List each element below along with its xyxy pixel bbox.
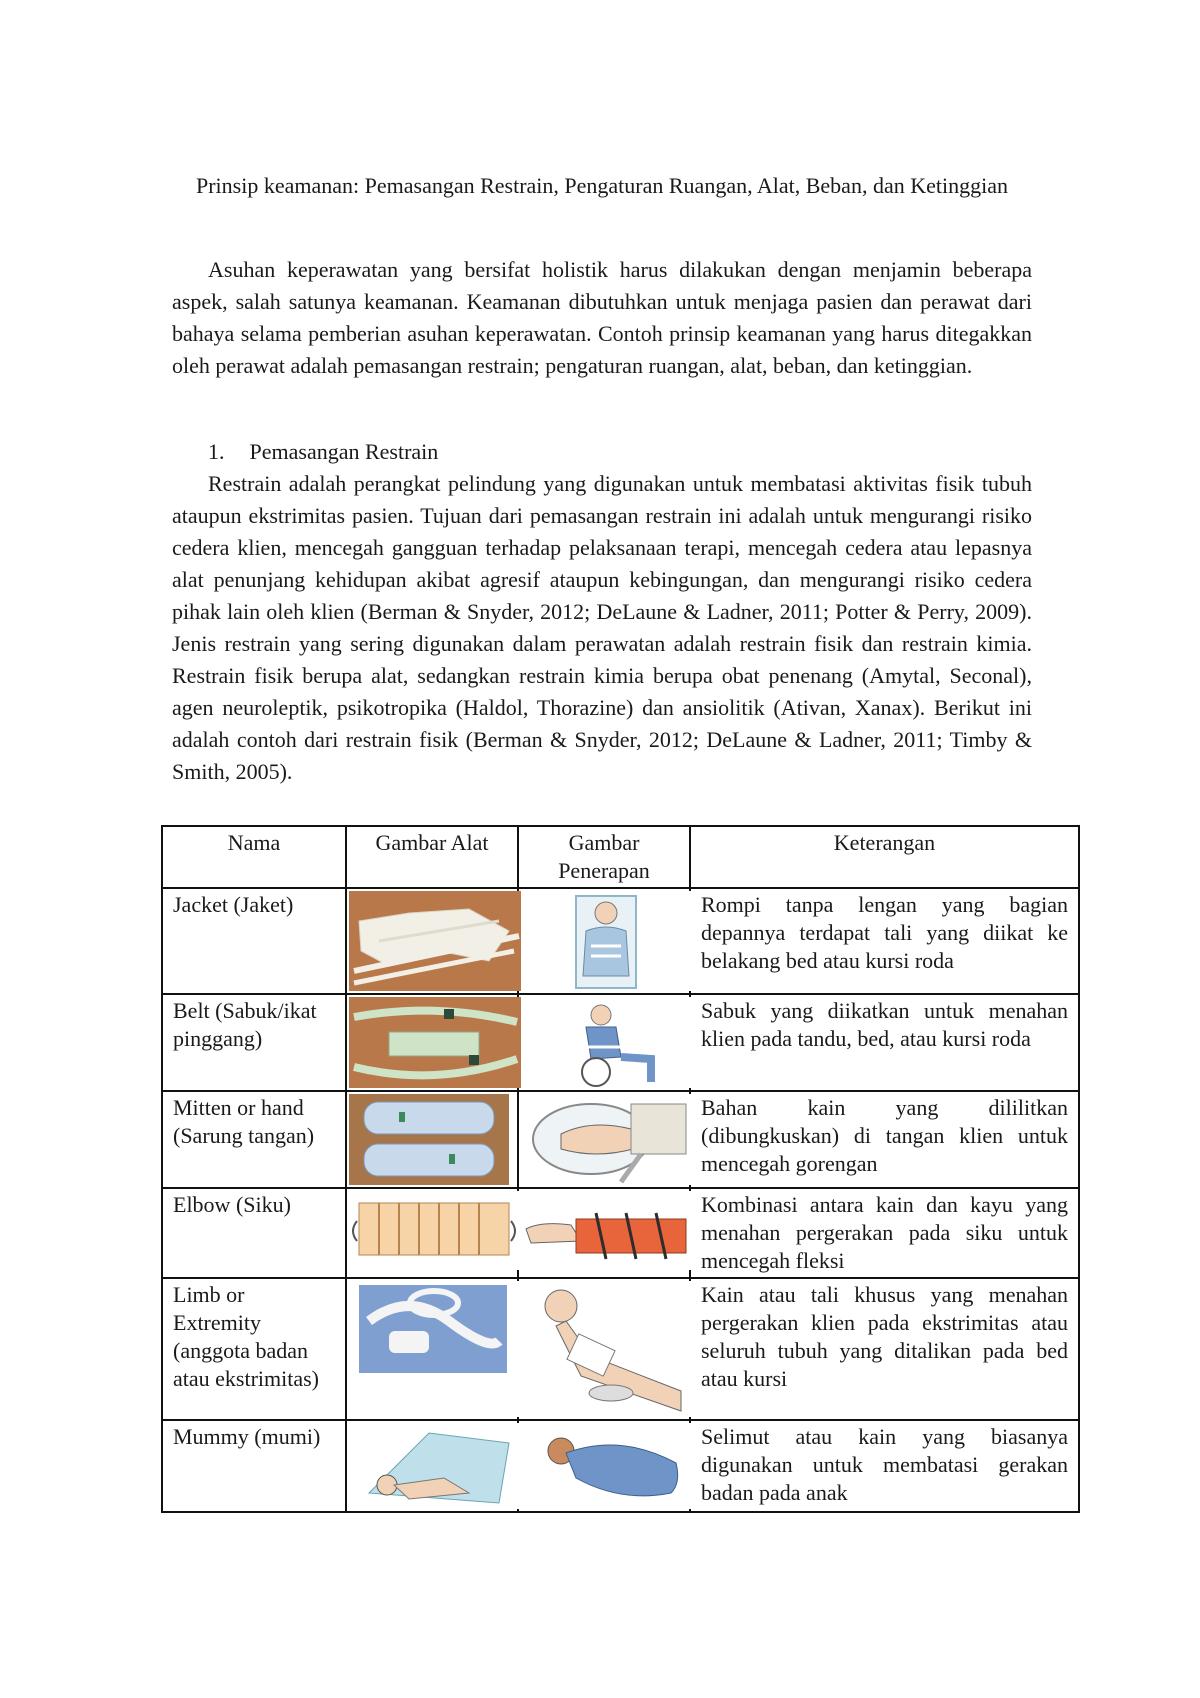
table-row [162,1188,1079,1278]
mummy-tool-image [346,1420,518,1512]
row-name: Jacket (Jaket) [162,888,346,994]
table-row [162,994,1079,1091]
limb-application-image [518,1278,690,1420]
row-name: Mitten or hand (Sarung tangan) [162,1091,346,1188]
header-tool-image: Gambar Alat [346,826,518,888]
mitten-tool-image [346,1091,518,1188]
limb-tool-image [346,1278,518,1420]
table-row [162,1420,1079,1512]
row-name: Belt (Sabuk/ikat pinggang) [162,994,346,1091]
row-name: Elbow (Siku) [162,1188,346,1278]
jacket-tool-image [346,888,518,994]
table-row [162,1278,1079,1420]
restraint-table [161,825,1080,1513]
row-description: Selimut atau kain yang biasanya digunakan untuk membatasi gerakan badan pada anak [690,1420,1079,1512]
belt-application-image [518,994,690,1091]
elbow-application-image [518,1188,690,1278]
row-description: Sabuk yang diikatkan untuk menahan klien pada tandu, bed, atau kursi roda [690,994,1079,1091]
row-description: Bahan kain yang dililitkan (dibungkuskan) di tangan klien untuk mencegah gorengan [690,1091,1079,1188]
header-name: Nama [162,826,346,888]
row-description: Kombinasi antara kain dan kayu yang menahan pergerakan pada siku untuk mencegah fleksi [690,1188,1079,1278]
intro-paragraph: Asuhan keperawatan yang bersifat holistik harus dilakukan dengan menjamin beberapa aspek, salah satunya keamanan. Keamanan dibutuhkan untuk menjaga pasien dan perawat dari bahaya selama pemberian asuhan keperawatan. Contoh prinsip keamanan yang harus ditegakkan oleh perawat adalah pemasangan restrain; pengaturan ruangan, alat, beban, dan ketinggian. [172,257,1032,378]
row-name: Mummy (mumi) [162,1420,346,1512]
document-title: Prinsip keamanan: Pemasangan Restrain, Pengaturan Ruangan, Alat, Beban, dan Ketinggian [196,173,1008,198]
row-description: Kain atau tali khusus yang menahan pergerakan klien pada ekstrimitas atau seluruh tubuh yang ditalikan pada bed atau kursi [690,1278,1079,1420]
row-name: Limb or Extremity (anggota badan atau ekstrimitas) [162,1278,346,1420]
mitten-application-image [518,1091,690,1188]
section-number: 1. [208,439,225,464]
table-header-row [162,826,1079,888]
belt-tool-image [346,994,518,1091]
section-heading [172,436,438,468]
elbow-tool-image [346,1188,518,1278]
header-application-image: Gambar Penerapan [518,826,690,888]
section-body: Restrain adalah perangkat pelindung yang digunakan untuk membatasi aktivitas fisik tubuh ataupun ekstrimitas pasien. Tujuan dari pemasangan restrain ini adalah untuk mengurangi risiko cedera klien, mencegah gangguan terhadap pelaksanaan terapi, mencegah cedera atau lepasnya alat penunjang kehidupan akibat agresif ataupun kebingungan, dan mengurangi risiko cedera pihak lain oleh klien (Berman & Snyder, 2012; DeLaune & Ladner, 2011; Potter & Perry, 2009). Jenis restrain yang sering digunakan dalam perawatan adalah restrain fisik dan restrain kimia. Restrain fisik berupa alat, sedangkan restrain kimia berupa obat penenang (Amytal, Seconal), agen neuroleptik, psikotropika (Haldol, Thorazine) dan ansiolitik (Ativan, Xanax). Berikut ini adalah contoh dari restrain fisik (Berman & Snyder, 2012; DeLaune & Ladner, 2011; Timby & Smith, 2005). [172,471,1032,784]
jacket-application-image [518,888,690,994]
table-row [162,1091,1079,1188]
table-row [162,888,1079,994]
row-description: Rompi tanpa lengan yang bagian depannya terdapat tali yang diikat ke belakang bed atau kursi roda [690,888,1079,994]
mummy-application-image [518,1420,690,1512]
section-title: Pemasangan Restrain [249,439,439,464]
header-description: Keterangan [690,826,1079,888]
